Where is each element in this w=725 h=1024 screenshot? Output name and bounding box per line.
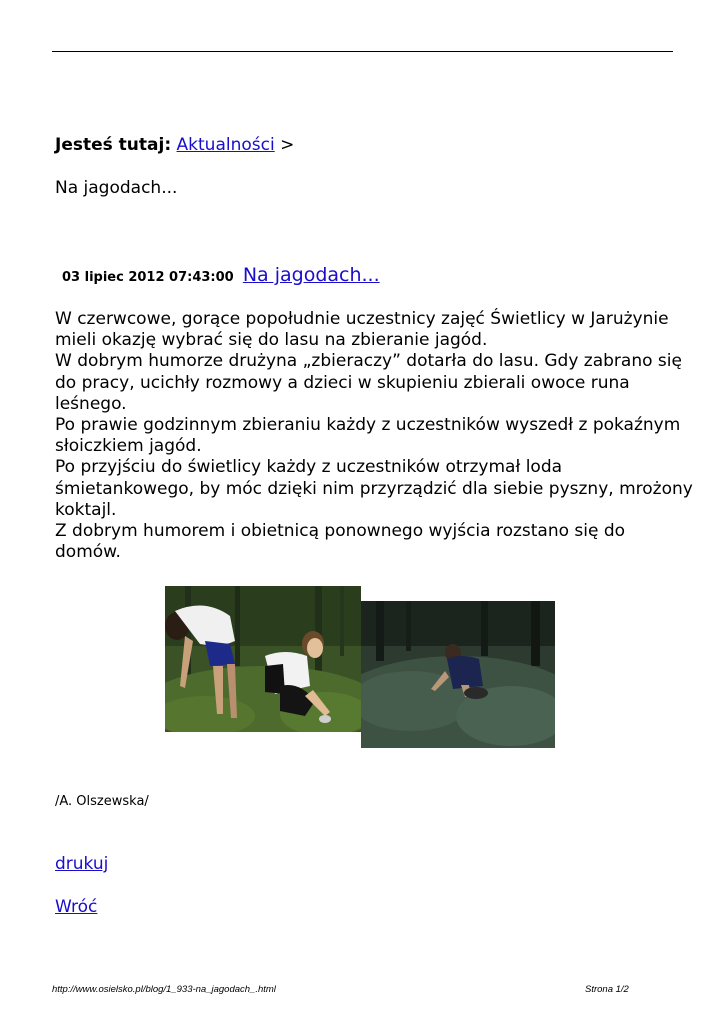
breadcrumb <box>55 134 294 156</box>
footer-page-number: Strona 1/2 <box>585 984 629 995</box>
article-title-link[interactable]: Na jagodach... <box>242 264 380 286</box>
print-link[interactable]: drukuj <box>55 854 109 874</box>
header-rule <box>52 51 673 52</box>
footer-url: http://www.osielsko.pl/blog/1_933-na_jagodach_.html <box>52 984 276 995</box>
article-meta <box>62 264 380 286</box>
article-date: 03 lipiec 2012 07:43:00 <box>62 270 234 285</box>
page-subtitle: Na jagodach... <box>55 178 178 198</box>
breadcrumb-label: Jesteś tutaj: <box>55 135 172 155</box>
article-author: /A. Olszewska/ <box>55 794 149 809</box>
article-paragraph: Po przyjściu do świetlicy każdy z uczestników otrzymał loda śmietankowego, by móc dzięki nim przyrządzić dla siebie pyszny, mrożony koktajl. <box>55 457 693 520</box>
article-paragraph: W dobrym humorze drużyna „zbieraczy” dotarła do lasu. Gdy zabrano się do pracy, ucichły rozmowy a dzieci w skupieniu zbierali owoce runa leśnego. <box>55 351 682 414</box>
breadcrumb-separator: > <box>280 135 295 155</box>
article-paragraph: Po prawie godzinnym zbieraniu każdy z uczestników wyszedł z pokaźnym słoiczkiem jagód. <box>55 415 681 457</box>
article-photo-child-in-forest <box>361 601 555 748</box>
breadcrumb-link-aktualnosci[interactable]: Aktualności <box>176 135 275 155</box>
back-link[interactable]: Wróć <box>55 897 98 917</box>
article-paragraph: W czerwcowe, gorące popołudnie uczestnicy zajęć Świetlicy w Jarużynie mieli okazję wybrać się do lasu na zbieranie jagód. <box>55 309 669 351</box>
article-photo-children-picking <box>165 586 361 732</box>
article-paragraph: Z dobrym humorem i obietnicą ponownego wyjścia rozstano się do domów. <box>55 521 626 563</box>
article-body <box>55 309 695 563</box>
